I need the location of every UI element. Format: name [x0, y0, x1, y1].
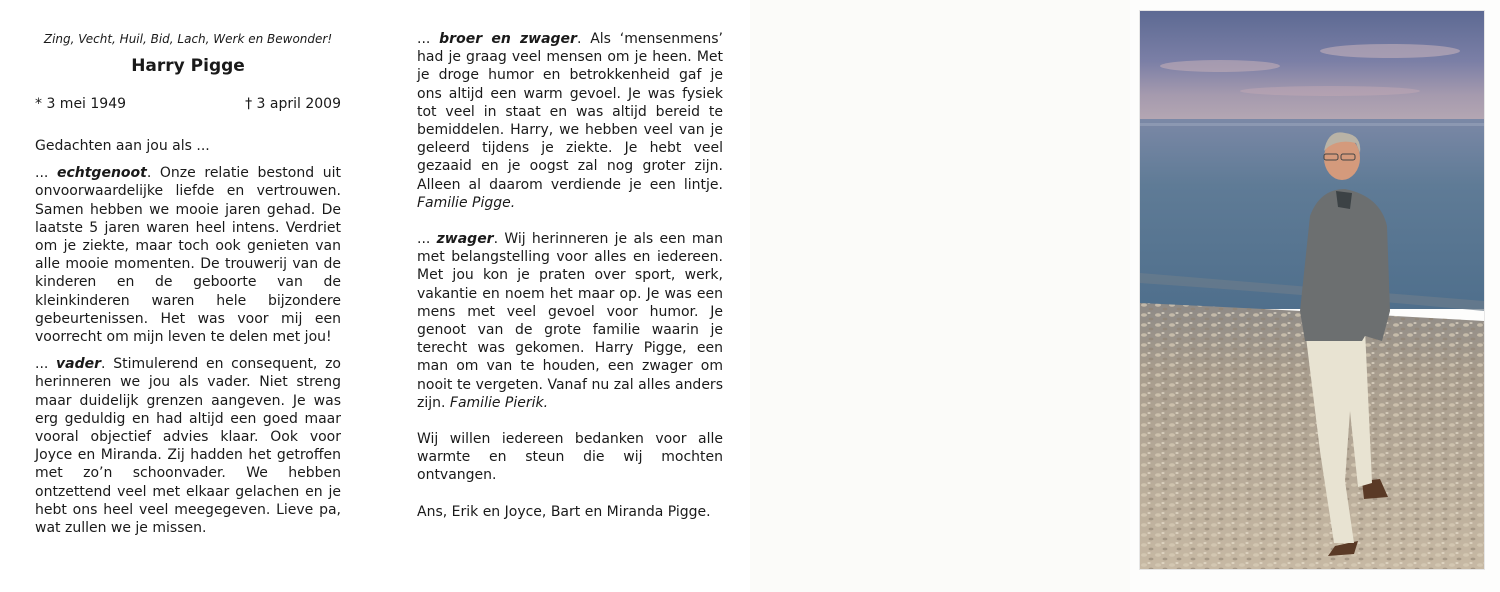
memories-column-left	[35, 137, 341, 537]
portrait-photo	[1139, 10, 1485, 570]
card-left-page	[0, 0, 380, 592]
intro-line: Gedachten aan jou als ...	[35, 138, 210, 154]
section-text: . Als ‘mensenmens’ had je graag veel mensen om je heen. Met je droge humor en betrokkenheid gaf je ons altijd een warm gevoel. Je was fysiek tot veel in staat en was altijd bereid te bemiddelen. Harry, we hebben veel van je geleerd tijdens je ziekte. Je hebt veel gezaaid en je oogst zal nog groter zijn. Alleen al daarom verdiende je een lintje.	[417, 31, 723, 193]
section-role: echtgenoot	[56, 165, 147, 182]
birth-date: * 3 mei 1949	[35, 96, 127, 112]
section-lead: ...	[35, 356, 57, 373]
section-role: zwager	[436, 231, 494, 248]
section-lead: ...	[35, 165, 57, 182]
section-brother	[417, 30, 723, 212]
section-text: . Stimulerend en consequent, zo herinneren we jou als vader. Niet streng maar duidelijk grenzen aangeven. Je was erg geduldig en had altijd een goed maar vooral objectief advies klaar. Ook voor Joyce en Miranda. Zij hadden het getroffen met zo’n schoonvader. We hebben ontzettend veel met elkaar gelachen en je hebt ons heel veel meegegeven. Lieve pa, wat zullen we je missen.	[35, 356, 341, 537]
section-husband	[35, 164, 341, 346]
section-brother-in-law	[417, 230, 723, 412]
blank-back-page	[750, 0, 1130, 592]
section-role: broer en zwager	[439, 31, 577, 47]
motto: Zing, Vecht, Huil, Bid, Lach, Werk en Bewonder!	[43, 32, 333, 46]
memories-column-right	[417, 30, 723, 521]
beach-photo-image	[1140, 11, 1484, 569]
death-date: † 3 april 2009	[245, 96, 341, 112]
section-lead: ...	[417, 31, 440, 47]
section-text: . Wij herinneren je als een man met belangstelling voor alles en iedereen. Met jou kon je praten over sport, werk, vakantie en noem het maar op. Je was een mens met veel gevoel voor humor. Je genoot van de grote familie waarin je terecht was gekomen. Harry Pigge, een man om van te houden, een zwager om nooit te vergeten. Vanaf nu zal alles anders zijn.	[417, 231, 723, 411]
thanks-text: Wij willen iedereen bedanken voor alle warmte en steun die wij mochten ontvangen.	[417, 431, 723, 484]
section-signature: Familie Pigge.	[417, 194, 516, 211]
section-lead: ...	[417, 231, 437, 248]
section-signature: Familie Pierik.	[449, 394, 549, 411]
section-role: vader	[56, 356, 102, 373]
section-father	[35, 355, 341, 537]
family-signature: Ans, Erik en Joyce, Bart en Miranda Pigge.	[417, 503, 711, 520]
deceased-name: Harry Pigge	[131, 56, 245, 76]
section-text: . Onze relatie bestond uit onvoorwaardelijke liefde en vertrouwen. Samen hebben we mooie jaren gehad. De laatste 5 jaren waren heel intens. Verdriet om je ziekte, maar toch ook genieten van alle mooie momenten. De trouwerij van de kinderen en de geboorte van de kleinkinderen waren hele bijzondere gebeurtenissen. Het was voor mij een voorrecht om mijn leven te delen met jou!	[35, 165, 341, 346]
